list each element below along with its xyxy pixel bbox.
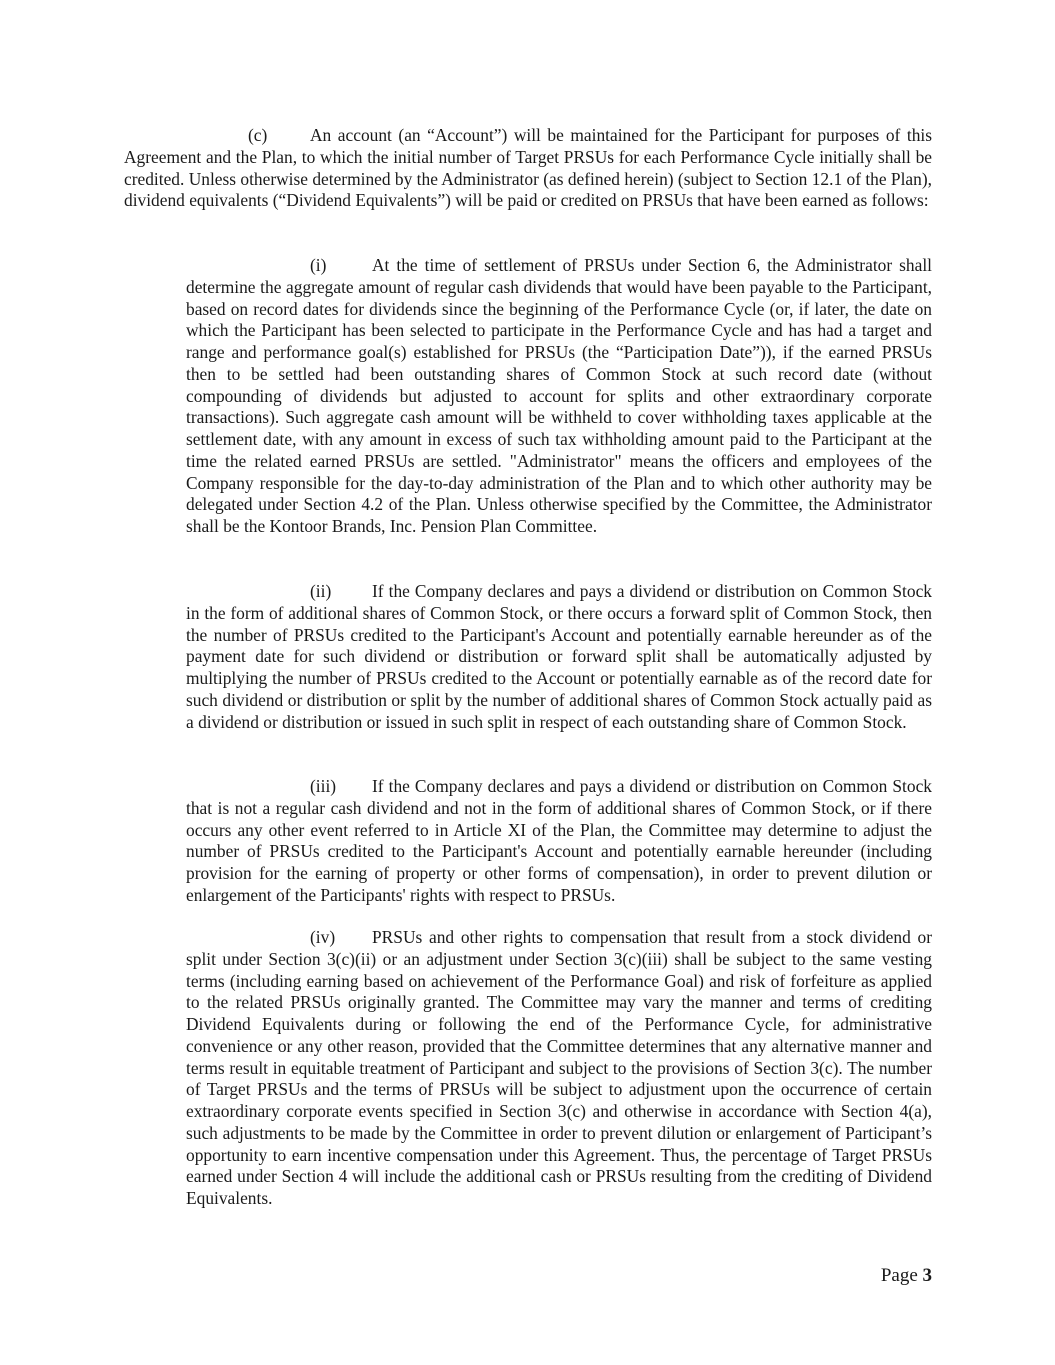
page-number [881,1265,932,1287]
paragraph-marker: (c) [248,125,268,145]
subparagraph-text: At the time of settlement of PRSUs under Section 6, the Administrator shall determine the aggregate amount of regular cash dividends that would have been payable to the Participant, based on record dates for dividends since the beginning of the Performance Cycle (or, if later, the date on which the Participant has been selected to participate in the Performance Cycle and has had a target and range and performance goal(s) established for PRSUs (the “Participation Date”)), if the earned PRSUs then to be settled had been outstanding shares of Common Stock at such record date (without compounding of dividends but adjusted to account for splits and other extraordinary corporate transactions). Such aggregate cash amount will be withheld to cover withholding taxes applicable at the settlement date, with any amount in excess of such tax withholding amount paid to the Participant at the time the related earned PRSUs are settled. "Administrator" means the officers and employees of the Company responsible for the day-to-day administration of the Plan and to which other authority may be delegated under Section 4.2 of the Plan. Unless otherwise specified by the Committee, the Administrator shall be the Kontoor Brands, Inc. Pension Plan Committee. [186,255,932,536]
subparagraph-marker: (iv) [310,927,336,947]
paragraph-c [124,125,932,212]
subparagraph-text: If the Company declares and pays a dividend or distribution on Common Stock that is not a regular cash dividend and not in the form of additional shares of Common Stock, or if there occurs any other event referred to in Article XI of the Plan, the Committee may determine to adjust the number of PRSUs credited to the Participant's Account and potentially earnable hereunder (including provision for the earning of property or other forms of compensation), in order to prevent dilution or enlargement of the Participants' rights with respect to PRSUs. [186,776,932,905]
subparagraph-marker: (i) [310,255,327,275]
paragraph-text: An account (an “Account”) will be maintained for the Participant for purposes of this Agreement and the Plan, to which the initial number of Target PRSUs for each Performance Cycle initially shall be credited. Unless otherwise determined by the Administrator (as defined herein) (subject to Section 12.1 of the Plan), dividend equivalents (“Dividend Equivalents”) will be paid or credited on PRSUs that have been earned as follows: [124,125,932,211]
subparagraph-i [186,255,932,538]
subparagraph-text: If the Company declares and pays a dividend or distribution on Common Stock in the form of additional shares of Common Stock, or there occurs a forward split of Common Stock, then the number of PRSUs credited to the Participant's Account and potentially earnable hereunder as of the payment date for such dividend or distribution or forward split shall be automatically adjusted by multiplying the number of PRSUs credited to the Account or potentially earnable as of the record date for such dividend or distribution or split by the number of additional shares of Common Stock actually paid as a dividend or distribution or issued in such split in respect of each outstanding share of Common Stock. [186,581,932,732]
subparagraph-ii [186,581,932,733]
subparagraph-marker: (ii) [310,581,332,601]
page-label: Page [880,1265,918,1286]
subparagraph-iii [186,776,932,907]
subparagraph-iv [186,927,932,1210]
subparagraph-marker: (iii) [310,776,337,796]
subparagraph-text: PRSUs and other rights to compensation that result from a stock dividend or split under Section 3(c)(ii) or an adjustment under Section 3(c)(iii) shall be subject to the same vesting terms (including earning based on achievement of the Performance Goal) and risk of forfeiture as applied to the related PRSUs originally granted. The Committee may vary the manner and terms of crediting Dividend Equivalents during or following the end of the Performance Cycle, for administrative convenience or any other reason, provided that the Committee determines that any alternative manner and terms result in equitable treatment of Participant and subject to the provisions of Section 3(c). The number of Target PRSUs and the terms of PRSUs will be subject to adjustment upon the occurrence of certain extraordinary corporate events specified in Section 3(c) and otherwise in accordance with Section 4(a), such adjustments to be made by the Committee in order to prevent dilution or enlargement of Participant’s opportunity to earn incentive compensation under this Agreement. Thus, the percentage of Target PRSUs earned under Section 4 will include the additional cash or PRSUs resulting from the crediting of Dividend Equivalents. [186,927,932,1208]
page-number-value: 3 [922,1265,932,1286]
